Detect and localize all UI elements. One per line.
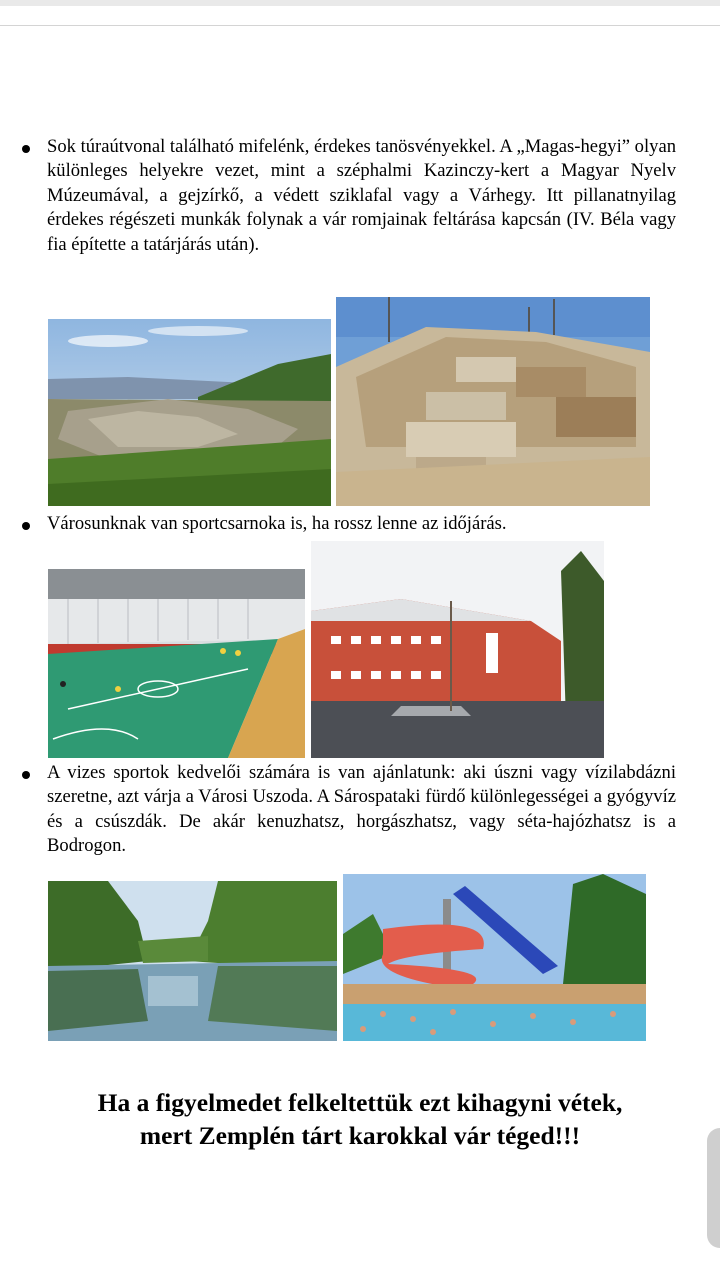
browser-top-bar (0, 0, 720, 26)
photo-water-slides-pool (343, 874, 646, 1041)
scroll-handle[interactable] (707, 1128, 720, 1248)
bullet-marker (22, 522, 30, 530)
photo-bodrog-river (48, 881, 337, 1041)
closing-text (30, 1086, 690, 1152)
bullet-text-sports-hall: Városunknak van sportcsarnoka is, ha rossz lenne az időjárás. (47, 513, 507, 534)
photo-castle-ruins-stones (336, 297, 650, 506)
photo-sports-hall-building (311, 541, 604, 758)
bullet-text-hiking: Sok túraútvonal található mifelénk, érdekes tanösvényekkel. A „Magas-hegyi” olyan különleges helyekre vezet, mint a széphalmi Kazinczy-kert a Magyar Nyelv Múzeumával, a gejzírkő, a védett sziklafal vagy a Várhegy. Itt pillanatnyilag érdekes régészeti munkák folynak a vár romjainak feltárása kapcsán (IV. Béla vagy fia építette a tatárjárás után). (47, 136, 676, 255)
bullet-text-water-sports: A vizes sportok kedvelői számára is van ajánlatunk: aki úszni vagy vízilabdázni szeretne, azt várja a Városi Uszoda. A Sárospataki fürdő különlegességei a gyógyvíz és a csúszdák. De akár kenuzhatsz, horgászhatsz, vagy séta-hajózhatsz is a Bodrogon. (47, 762, 676, 857)
photo-castle-hill-landscape (48, 319, 331, 506)
closing-line-2: mert Zemplén tárt karokkal vár téged!!! (139, 1121, 581, 1150)
closing-line-1: Ha a figyelmedet felkeltettük ezt kihagyni vétek, (97, 1088, 623, 1117)
bullet-marker (22, 145, 30, 153)
bullet-marker (22, 771, 30, 779)
photo-sports-hall-interior (48, 569, 305, 758)
